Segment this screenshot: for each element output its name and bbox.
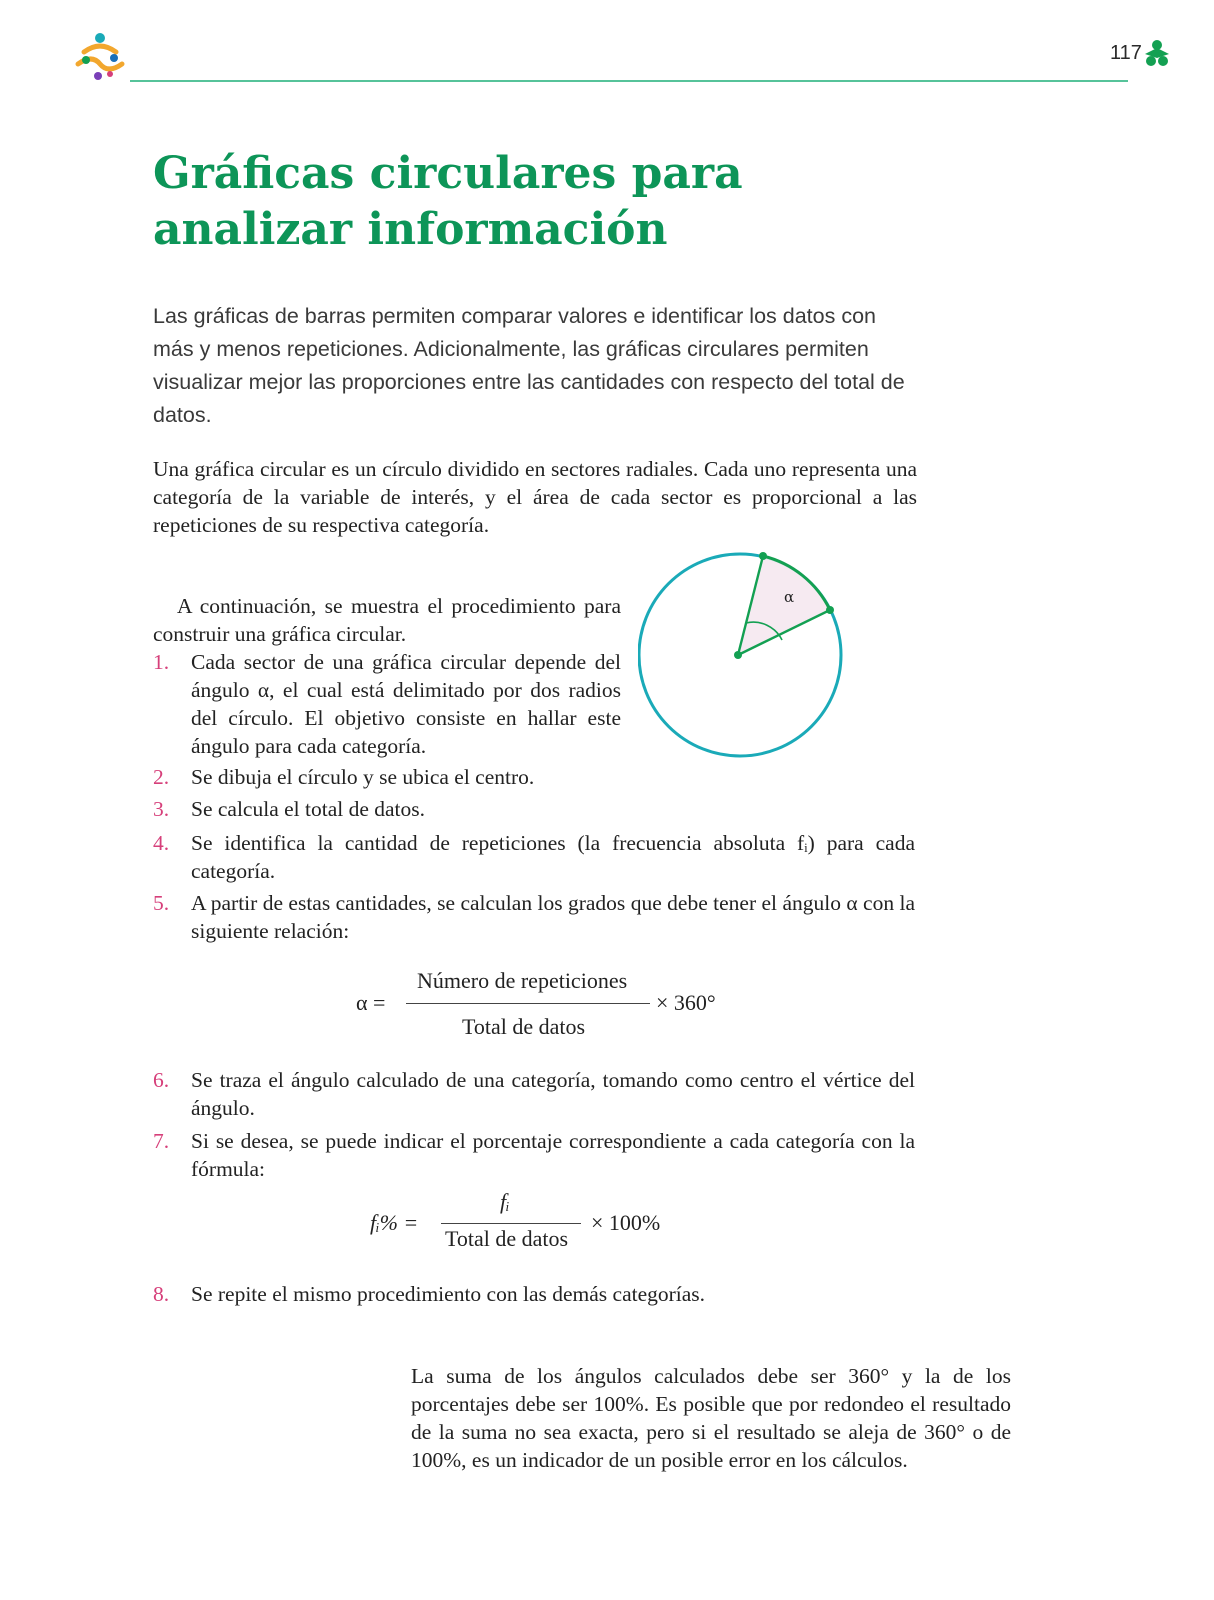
step-6 <box>153 1066 913 1122</box>
formula-factor: × 360° <box>656 990 716 1015</box>
step-text: Cada sector de una gráfica circular depende del ángulo α, el cual está delimitado por dos radios del círculo. El objetivo consiste en hallar este ángulo para cada categoría. <box>191 650 621 758</box>
step-3 <box>153 795 913 823</box>
step-8 <box>153 1280 913 1308</box>
step-text: Si se desea, se puede indicar el porcentaje correspondiente a cada categoría con la fórmula: <box>191 1129 915 1181</box>
step-number: 8. <box>153 1282 170 1306</box>
formula-lhs: fᵢ% = <box>370 1210 419 1235</box>
green-emblem-icon <box>1142 38 1172 68</box>
page-number: 117 <box>1110 42 1142 64</box>
formula-denominator: Total de datos <box>445 1226 569 1251</box>
step-4 <box>153 829 913 885</box>
step-7 <box>153 1127 913 1183</box>
procedure-intro: A continuación, se muestra el procedimiento para construir una gráfica circular. <box>153 594 621 646</box>
step-number: 2. <box>153 765 170 789</box>
step-number: 6. <box>153 1068 170 1092</box>
step-2 <box>153 763 913 791</box>
note-paragraph: La suma de los ángulos calculados debe ser 360° y la de los porcentajes debe ser 100%. Es posible que por redondeo el resultado de la suma no sea exacta, pero si el resultado se aleja de 360° o de 100%, es un indicador de un posible error en los cálculos. <box>411 1364 1011 1472</box>
formula-denominator: Total de datos <box>462 1014 586 1039</box>
step-number: 7. <box>153 1129 170 1153</box>
definition-paragraph: Una gráfica circular es un círculo dividido en sectores radiales. Cada uno representa una categoría de la variable de interés, y el área de cada sector es proporcional a las repeticiones de su respectiva categoría. <box>153 457 917 537</box>
step-text: Se repite el mismo procedimiento con las demás categorías. <box>191 1282 706 1306</box>
formula-factor: × 100% <box>591 1210 661 1235</box>
page-title: Gráficas circulares para analizar información <box>153 148 743 255</box>
colorful-people-logo-icon <box>70 30 130 86</box>
step-number: 5. <box>153 891 170 915</box>
step-number: 4. <box>153 831 170 855</box>
step-text: Se dibuja el círculo y se ubica el centro. <box>191 765 535 789</box>
angle-label: α <box>784 588 795 606</box>
step-5 <box>153 889 913 945</box>
step-number: 1. <box>153 650 170 674</box>
formula-numerator: fᵢ <box>500 1189 510 1214</box>
arc-point-2 <box>826 606 834 614</box>
formula-lhs: α = <box>356 990 386 1015</box>
intro-paragraph: Las gráficas de barras permiten comparar valores e identificar los datos con más y menos repeticiones. Adicionalmente, las gráficas circulares permiten visualizar mejor las proporciones entre las cantidades con respecto del total de datos. <box>153 304 905 427</box>
step-1 <box>153 648 621 760</box>
circle-sector-diagram <box>638 550 848 764</box>
formula-numerator: Número de repeticiones <box>417 968 628 993</box>
header-rule <box>130 80 1128 82</box>
arc-point-1 <box>759 552 767 560</box>
step-text: Se calcula el total de datos. <box>191 797 426 821</box>
fraction-bar <box>406 1003 650 1004</box>
step-text: A partir de estas cantidades, se calculan los grados que debe tener el ángulo α con la siguiente relación: <box>191 891 915 943</box>
step-text: Se identifica la cantidad de repeticiones (la frecuencia absoluta fᵢ) para cada categoría. <box>191 831 915 883</box>
step-number: 3. <box>153 797 170 821</box>
center-point <box>734 651 742 659</box>
fraction-bar <box>441 1223 581 1224</box>
step-text: Se traza el ángulo calculado de una categoría, tomando como centro el vértice del ángulo. <box>191 1068 915 1120</box>
